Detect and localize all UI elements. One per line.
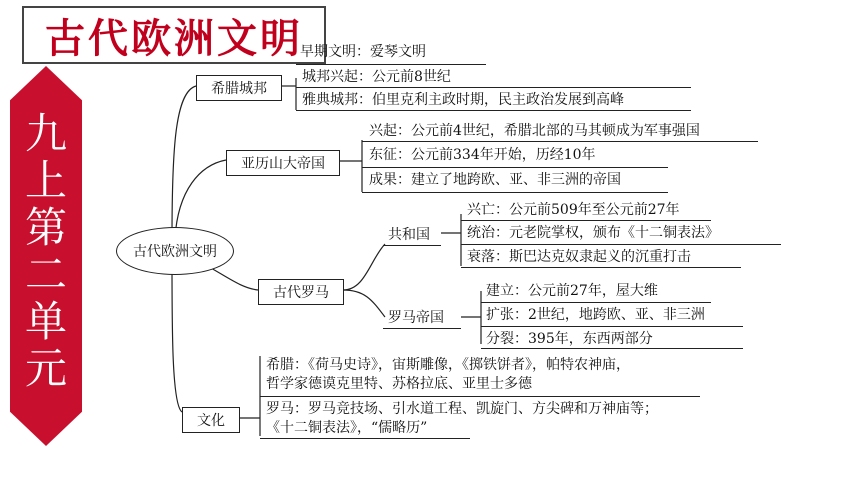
branch-rome-label: 古代罗马	[273, 285, 329, 301]
alexander-item-3: 成果：建立了地跨欧、亚、非三洲的帝国	[369, 172, 621, 188]
unit-label: 九上第二单元	[24, 109, 67, 393]
greece-item-3: 雅典城邦：伯里克利主政时期，民主政治发展到高峰	[302, 92, 624, 108]
branch-alexander	[226, 150, 340, 176]
greece-item-1: 早期文明：爱琴文明	[300, 44, 426, 60]
empire-item-3: 分裂：395年，东西两部分	[486, 331, 653, 347]
republic-item-1: 兴亡：公元前509年至公元前27年	[467, 202, 680, 218]
connector-culture	[172, 262, 182, 412]
branch-greece	[196, 75, 282, 101]
republic-item-2: 统治：元老院掌权，颁布《十二铜表法》	[467, 225, 719, 241]
page-title: 古代欧洲文明	[45, 14, 303, 62]
root-node	[116, 227, 234, 275]
culture-greek-line-1: 希腊：《荷马史诗》，宙斯雕像，《掷铁饼者》，帕特农神庙，	[266, 357, 630, 373]
branch-culture-label: 文化	[197, 413, 225, 429]
empire-label: 罗马帝国	[388, 310, 444, 326]
empire-item-2: 扩张：2世纪，地跨欧、亚、非三洲	[486, 307, 705, 323]
alexander-item-2: 东征：公元前334年开始，历经10年	[369, 147, 596, 163]
culture-roman-line-2: 《十二铜表法》，“儒略历”	[266, 420, 428, 436]
alexander-item-1: 兴起：公元前4世纪，希腊北部的马其顿成为军事强国	[369, 123, 700, 139]
republic-label: 共和国	[388, 227, 430, 243]
republic-item-3: 衰落：斯巴达克奴隶起义的沉重打击	[467, 249, 691, 265]
branch-alexander-label: 亚历山大帝国	[241, 156, 325, 172]
culture-roman-line-1: 罗马：罗马竞技场、引水道工程、凯旋门、方尖碑和万神庙等；	[266, 401, 658, 417]
branch-culture	[182, 407, 240, 433]
branch-greece-label: 希腊城邦	[211, 81, 267, 97]
culture-greek-line-2: 哲学家德谟克里特、苏格拉底、亚里士多德	[266, 376, 532, 392]
connector-greece	[172, 86, 196, 238]
root-label: 古代欧洲文明	[133, 244, 217, 260]
branch-rome	[258, 279, 344, 305]
greece-item-2: 城邦兴起：公元前8世纪	[302, 69, 451, 85]
empire-item-1: 建立：公元前27年，屋大维	[486, 283, 658, 299]
